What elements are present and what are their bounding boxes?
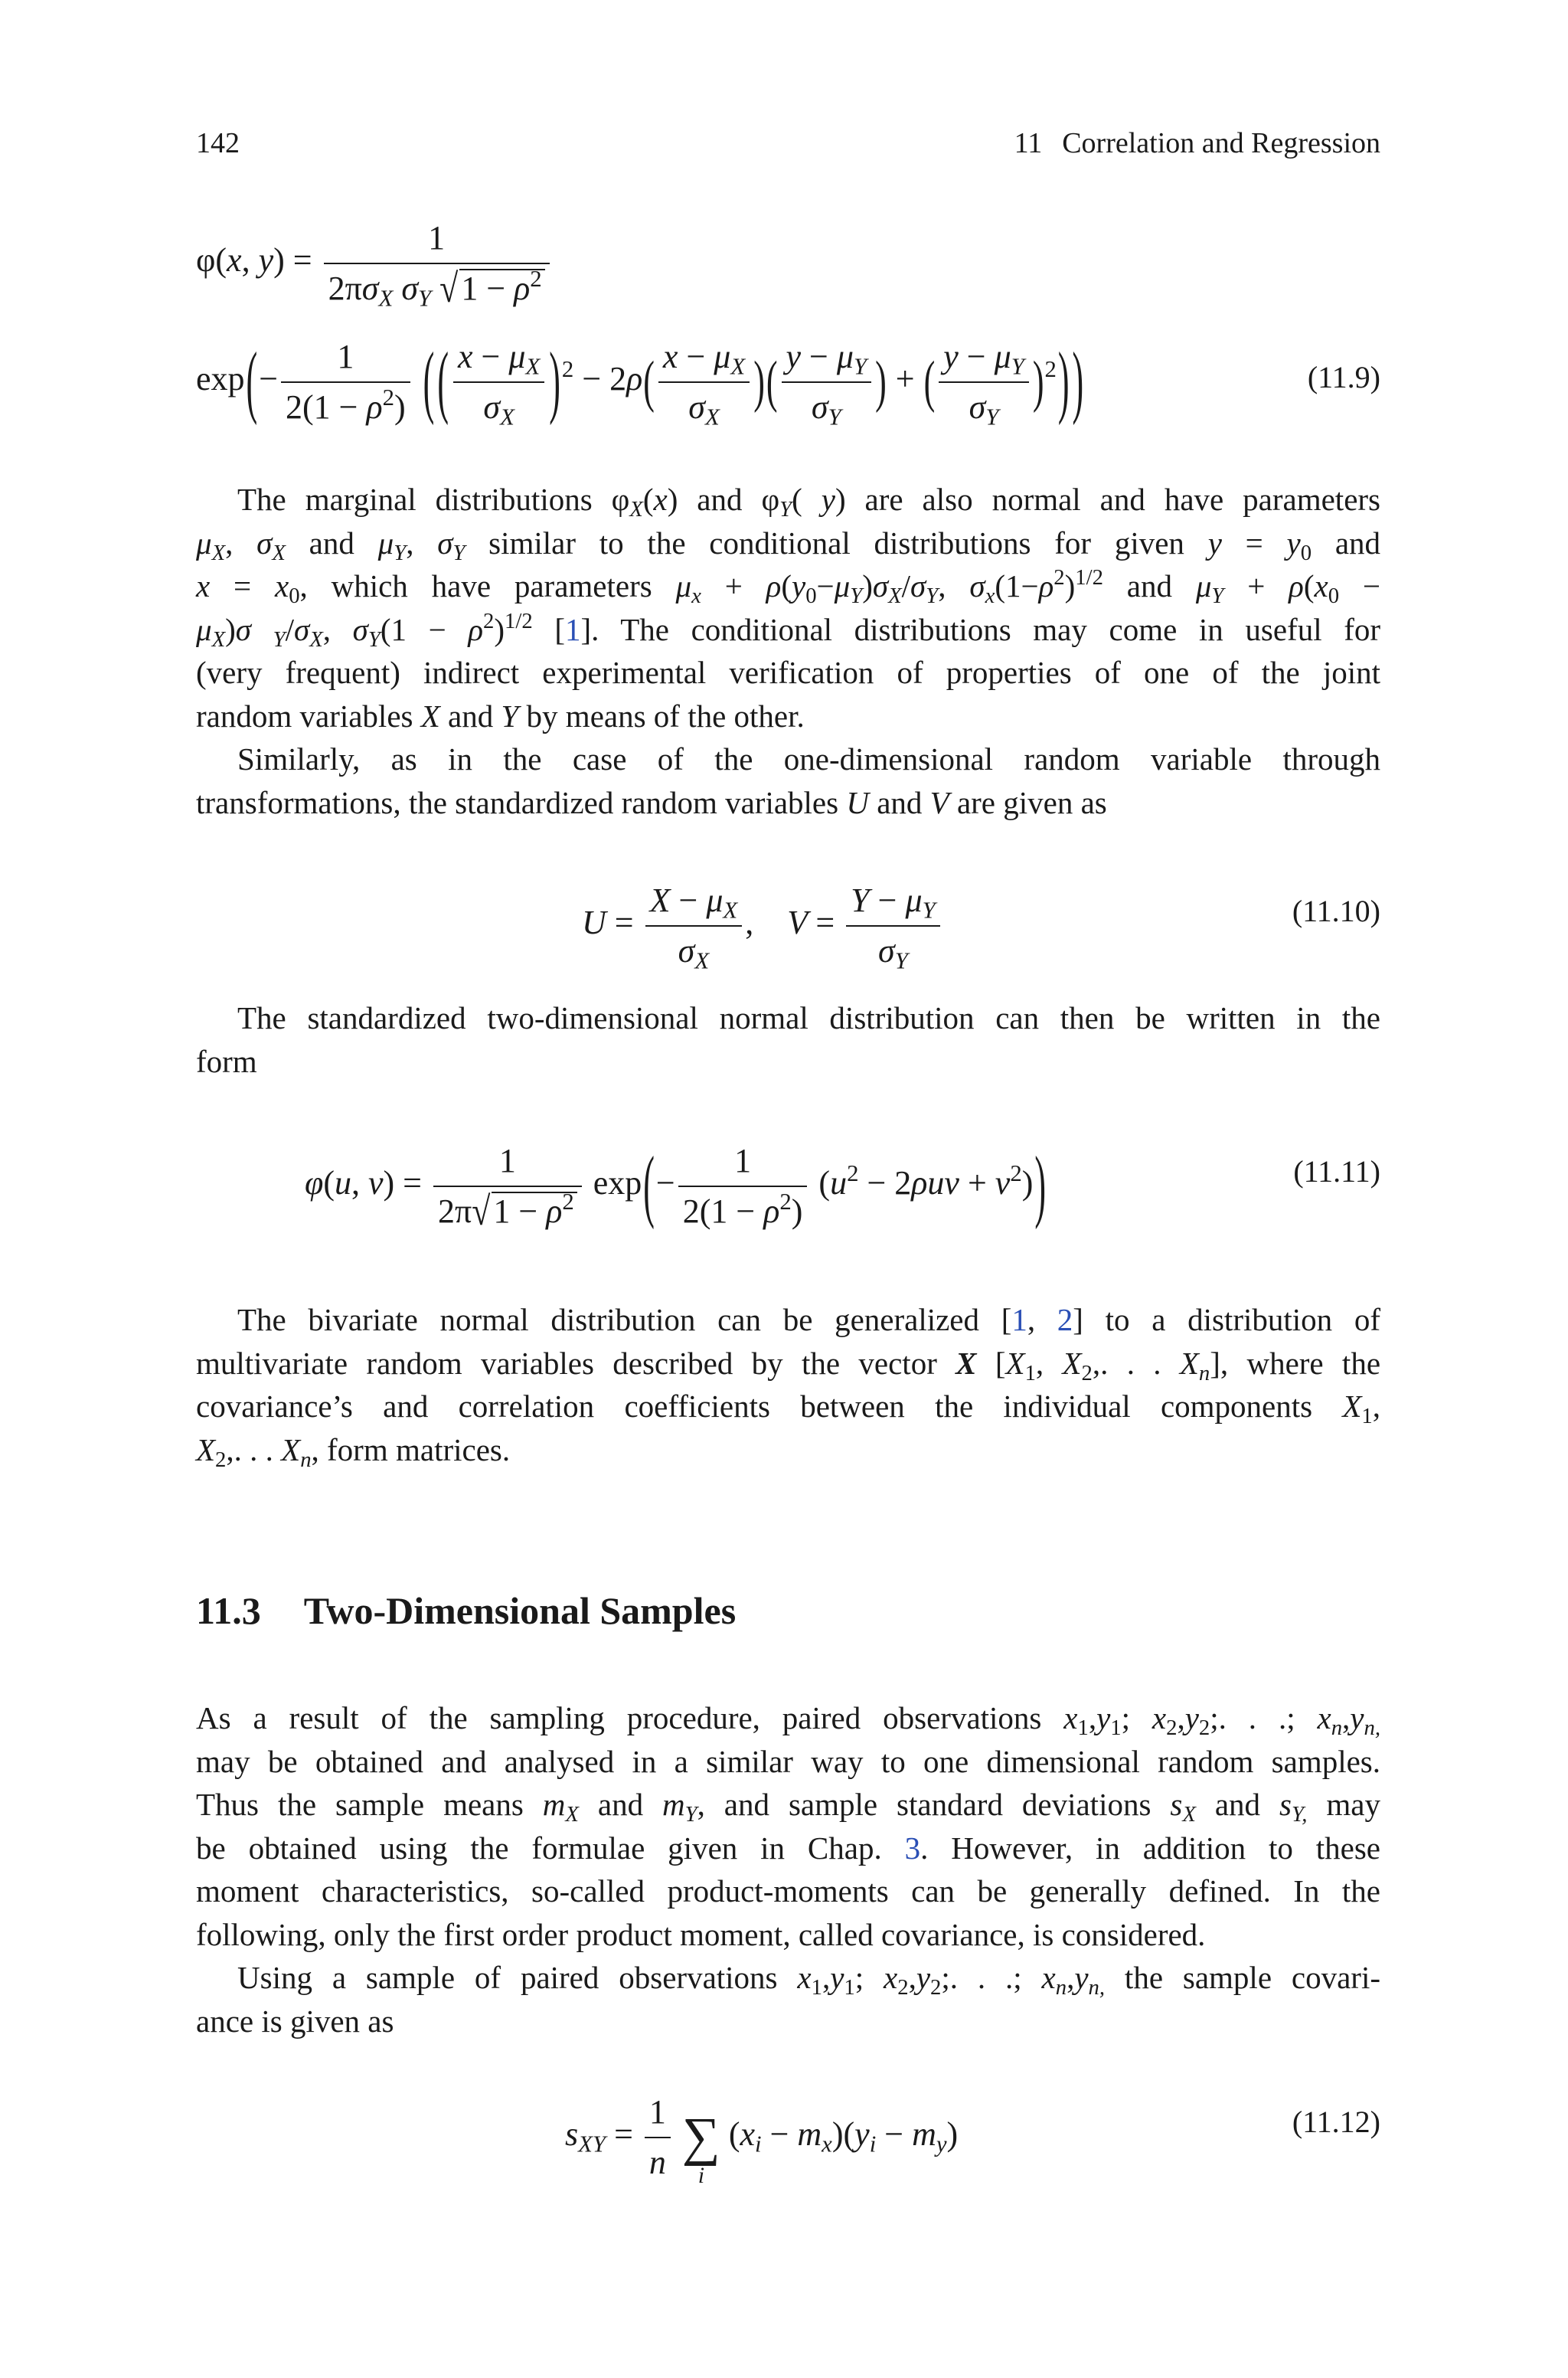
fraction: $\frac{1}{2\pi\sigma_X \sigma_Y √1 - \rho^2}$ xyxy=(324,217,550,310)
equation-number-11-11: (11.11) xyxy=(1293,1154,1380,1189)
summation-symbol: ∑ i xyxy=(681,2108,720,2188)
text-line: moment characteristics, so-called product-moments can be generally defined. In the xyxy=(196,1873,1380,1909)
text-line: $\mu_X$, $\sigma_X$ and $\mu_Y$, $\sigma_Y$ similar to the conditional distributions for given $y = y_0$ and xyxy=(196,525,1381,565)
text-line: may be obtained and analysed in a similar way to one dimensional random samples. xyxy=(196,1743,1380,1779)
citation-link-2[interactable]: 2 xyxy=(1057,1302,1073,1337)
chapter-number: 11 xyxy=(1014,127,1043,159)
text-line: covariance’s and correlation coefficients between the individual components $X_1$, xyxy=(196,1389,1380,1429)
text-line: (very frequent) indirect experimental verification of properties of one of the joint xyxy=(196,655,1380,690)
page-number: 142 xyxy=(196,127,240,159)
paragraph-multivariate xyxy=(196,1298,1380,1471)
text-line: Similarly, as in the case of the one-dimensional random variable through xyxy=(237,741,1380,777)
paragraph-marginal-distributions xyxy=(196,478,1380,738)
text-line: multivariate random variables described by the vector X [$X_1$, $X_2$,. . . $X_n$], where the xyxy=(196,1345,1381,1385)
paragraph-standardized-distribution xyxy=(196,996,1380,1083)
paragraph-sample-covariance xyxy=(196,1956,1380,2043)
text-line: following, only the first order product moment, called covariance, is considered. xyxy=(196,1916,1206,1952)
text-line: transformations, the standardized random variables U and V are given as xyxy=(196,784,1107,820)
text-line: Using a sample of paired observations $x_1,y_1$; $x_2,y_2$;. . .; $x_n,y_{n,}$ the sample covari- xyxy=(237,1960,1380,2000)
chapter-header xyxy=(1014,124,1380,162)
text-line: As a result of the sampling procedure, paired observations $x_1,y_1$; $x_2,y_2$;. . .; $x_n,y_{n,}$ xyxy=(196,1700,1380,1741)
text-line: form xyxy=(196,1043,257,1079)
section-number: 11.3 xyxy=(196,1589,261,1632)
citation-link-1[interactable]: 1 xyxy=(564,611,581,647)
equation-11-9-line2: exp(− $\frac{1}{2(1 - \rho^2)}$ (( $\frac{x - \mu_X}{\sigma_X}$ )$^2$ − 2ρ( $\frac{x - \mu_X}{\sigma_X}$ )( $\frac{y - \mu_Y}{\sigma_Y}$ ) + ( $\frac{y - \mu_Y}{\sigma_Y}$ )$^2$)) xyxy=(196,336,1084,430)
equation-11-9-line1: φ(x, y) = $\frac{1}{2\pi\sigma_X \sigma_Y √1 - \rho^2}$ xyxy=(196,217,553,310)
equation-11-11: φ(u, v) = $\frac{1}{2\pi√1 - \rho^2}$ exp(− $\frac{1}{2(1 - \rho^2)}$ $(u^2 - 2\rho uv + v^2)$) xyxy=(305,1140,1047,1234)
equation-11-10: U = $\frac{X - \mu_X}{\sigma_X}$ , V = $\frac{Y - \mu_Y}{\sigma_Y}$ xyxy=(582,879,943,973)
text-line: random variables X and Y by means of the other. xyxy=(196,698,805,734)
text-line: $x = x_0$, which have parameters $\mu_x + \rho(y_0-\mu_Y)\sigma_X/\sigma_Y$, $\sigma_x(1-\rho^2)^{1/2}$ and $\mu_Y + \rho(x_0$ − xyxy=(196,565,1380,609)
citation-link-1[interactable]: 1 xyxy=(1011,1302,1027,1337)
text-line: Thus the sample means $m_X$ and $m_Y$, and sample standard deviations $s_X$ and $s_{Y,}$ may xyxy=(196,1787,1380,1827)
equation-number-11-10: (11.10) xyxy=(1292,894,1380,928)
text-line: The marginal distributions $\varphi_X(x)$ and $\varphi_Y$( y) are also normal and have parameters xyxy=(237,482,1381,522)
chapter-title: Correlation and Regression xyxy=(1062,127,1380,159)
text-line: $\mu_X)\sigma$ $_Y/\sigma_X$, $\sigma_Y(1 - \rho^2)^{1/2}$ [1]. The conditional distributions may come in useful for xyxy=(196,608,1381,652)
section-heading xyxy=(196,1587,736,1634)
section-title: Two-Dimensional Samples xyxy=(303,1589,737,1632)
text-line: $X_2$,. . . $X_n$, form matrices. xyxy=(196,1431,511,1472)
text-line: be obtained using the formulae given in Chap. 3. However, in addition to these xyxy=(196,1830,1380,1866)
equation-11-12: $s_{XY}$ = $\frac{1}{n}$ ∑ i $(x_i - m_x)(y_i - m_y)$ xyxy=(565,2093,959,2188)
paragraph-standardized-variables xyxy=(196,738,1380,824)
equation-number-11-12: (11.12) xyxy=(1292,2105,1380,2139)
equation-number-11-9: (11.9) xyxy=(1307,360,1380,394)
text-line: ance is given as xyxy=(196,2003,394,2039)
text-line: The bivariate normal distribution can be generalized [1, 2] to a distribution of xyxy=(237,1302,1380,1337)
text-line: The standardized two-dimensional normal distribution can then be written in the xyxy=(237,1000,1380,1035)
paragraph-sampling xyxy=(196,1696,1380,1956)
chapter-link-3[interactable]: 3 xyxy=(904,1830,921,1866)
